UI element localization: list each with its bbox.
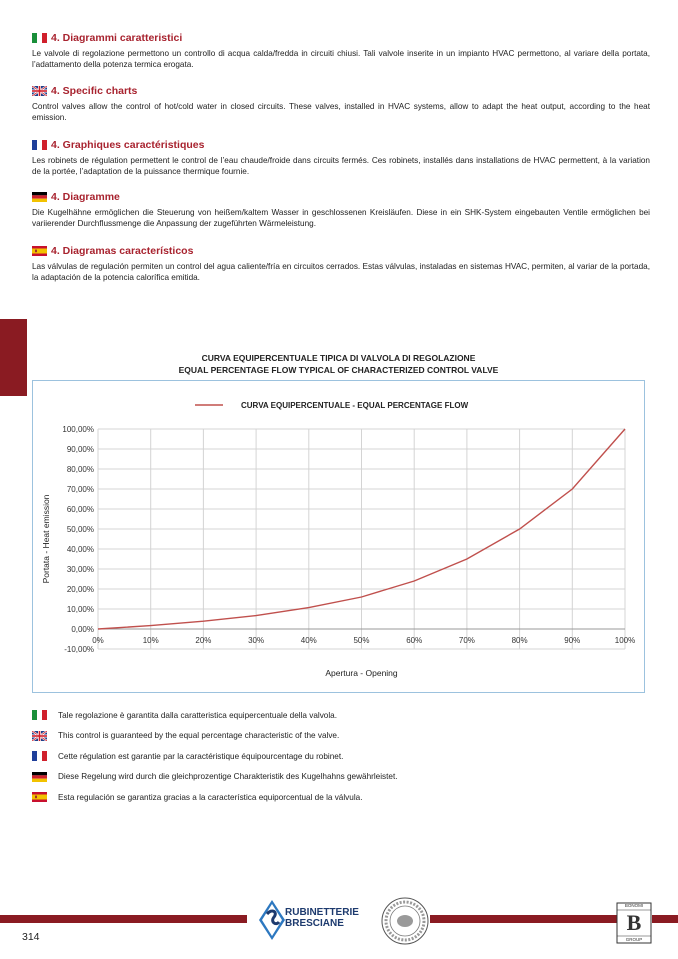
bonomi-top-text: BONOMI xyxy=(624,903,644,908)
spain-flag-icon xyxy=(32,246,47,256)
y-tick-label: 30,00% xyxy=(66,565,94,574)
y-tick-label: 10,00% xyxy=(66,605,94,614)
x-tick-label: 40% xyxy=(300,636,317,645)
section-fr xyxy=(32,138,650,177)
section-title-fr: 4. Graphiques caractéristiques xyxy=(51,139,205,151)
spain-flag-icon xyxy=(32,792,47,802)
x-tick-label: 50% xyxy=(353,636,370,645)
x-tick-label: 100% xyxy=(614,636,636,645)
section-text-it: Le valvole di regolazione permettono un controllo di acqua calda/fredda in circuiti chiusi. Tali valvole inserite in un impianto HVAC permettono, al variare della portata, l’adattamento della potenza termica erogata. xyxy=(32,49,650,69)
footer-bar-right xyxy=(652,915,678,923)
italy-flag-icon xyxy=(32,710,47,720)
equal-percentage-chart xyxy=(33,381,644,692)
y-tick-label: 80,00% xyxy=(66,465,94,474)
france-flag-icon xyxy=(32,140,47,150)
y-tick-label: 50,00% xyxy=(66,525,94,534)
y-tick-label: 40,00% xyxy=(66,545,94,554)
chart-heading-line1: CURVA EQUIPERCENTUALE TIPICA DI VALVOLA DI REGOLAZIONE xyxy=(201,353,476,363)
brand-line1: RUBINETTERIE xyxy=(285,907,359,918)
y-tick-label: 60,00% xyxy=(66,505,94,514)
section-title-it: 4. Diagrammi caratteristici xyxy=(51,32,183,44)
uk-flag-icon xyxy=(32,86,47,96)
x-tick-label: 0% xyxy=(92,636,104,645)
x-tick-label: 90% xyxy=(564,636,581,645)
section-de xyxy=(32,190,650,229)
x-tick-label: 70% xyxy=(458,636,475,645)
note-text-fr: Cette régulation est garantie par la caractéristique équipourcentage du robinet. xyxy=(58,751,344,761)
y-axis-title: Portata - Heat emission xyxy=(41,494,51,584)
italy-flag-icon xyxy=(32,33,47,43)
x-tick-label: 20% xyxy=(195,636,212,645)
y-tick-label: 100,00% xyxy=(62,425,94,434)
bonomi-group-logo xyxy=(616,902,652,944)
x-tick-label: 30% xyxy=(248,636,265,645)
chart-heading-line2: EQUAL PERCENTAGE FLOW TYPICAL OF CHARACTERIZED CONTROL VALVE xyxy=(178,365,499,375)
y-tick-label: 90,00% xyxy=(66,445,94,454)
uk-flag-icon xyxy=(32,731,47,741)
legend-label: CURVA EQUIPERCENTUALE - EQUAL PERCENTAGE FLOW xyxy=(241,401,469,410)
note-de xyxy=(32,767,632,788)
x-tick-label: 60% xyxy=(406,636,423,645)
note-en xyxy=(32,726,632,747)
x-tick-label: 80% xyxy=(511,636,528,645)
note-text-en: This control is guaranteed by the equal percentage characteristic of the valve. xyxy=(58,731,340,741)
note-es xyxy=(32,787,632,808)
section-title-es: 4. Diagramas característicos xyxy=(51,245,194,257)
side-tab-marker xyxy=(0,319,27,396)
note-text-it: Tale regolazione è garantita dalla caratteristica equipercentuale della valvola. xyxy=(58,710,338,720)
y-tick-label: 0,00% xyxy=(71,625,94,634)
section-it xyxy=(32,31,650,70)
note-text-de: Diese Regelung wird durch die gleichprozentige Charakteristik des Kugelhahns gewährleistet. xyxy=(58,772,398,782)
section-text-de: Die Kugelhähne ermöglichen die Steuerung von heißem/kaltem Wasser in geschlossenen Kreisläufen. Diese in ein SHK-System eingebauten Ventile ermöglichen bei variierender Durchflussmenge die Anpassung der zugeführten Wärmeleistung. xyxy=(32,208,650,228)
note-text-es: Esta regulación se garantiza gracias a la característica equiporcentual de la válvula. xyxy=(58,792,363,802)
footer-bar-left xyxy=(0,915,247,923)
germany-flag-icon xyxy=(32,192,47,202)
page-number: 314 xyxy=(22,931,40,943)
france-flag-icon xyxy=(32,751,47,761)
bonomi-bottom-text: GROUP xyxy=(625,937,643,942)
note-fr xyxy=(32,746,632,767)
section-text-fr: Les robinets de régulation permettent le control de l’eau chaude/froide dans circuits fermés. Ces robinets, installés dans installations de HVAC permettent, à la variation de la portée, l’adaptation de la puissance thermique fournie. xyxy=(32,156,650,176)
section-text-en: Control valves allow the control of hot/cold water in closed circuits. These valves, installed in HVAC systems, allow to adapt the heat output, according to the heat emission. xyxy=(32,102,650,122)
y-tick-label: -10,00% xyxy=(64,645,94,654)
section-en xyxy=(32,84,650,123)
iso-certification-seal-icon xyxy=(380,896,430,946)
section-es xyxy=(32,244,650,283)
chart-heading xyxy=(32,352,645,376)
y-tick-label: 20,00% xyxy=(66,585,94,594)
bonomi-letter: B xyxy=(626,910,642,935)
chart-frame xyxy=(32,380,645,693)
germany-flag-icon xyxy=(32,772,47,782)
notes-list xyxy=(32,705,632,808)
brand-line2: BRESCIANE xyxy=(285,918,344,929)
section-title-en: 4. Specific charts xyxy=(51,85,138,97)
footer-bar-middle xyxy=(430,915,618,923)
note-it xyxy=(32,705,632,726)
x-axis-title: Apertura - Opening xyxy=(325,668,398,678)
x-tick-label: 10% xyxy=(142,636,159,645)
brand-name xyxy=(285,907,359,929)
y-tick-label: 70,00% xyxy=(66,485,94,494)
section-text-es: Las válvulas de regulación permiten un control del agua caliente/fría en circuitos cerrados. Estas válvulas, instaladas en sistemas HVAC, permiten, al variar de la portada, la adaptación de la potencia calorífica emitida. xyxy=(32,262,650,282)
section-title-de: 4. Diagramme xyxy=(51,191,120,203)
